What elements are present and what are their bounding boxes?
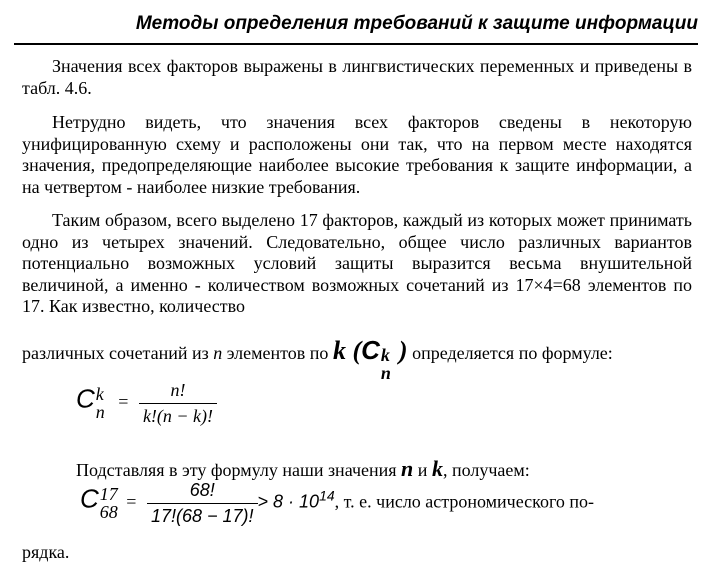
formula-equals: = bbox=[126, 491, 137, 512]
text-segment: различных сочетаний из bbox=[22, 343, 214, 363]
paragraph-1: Значения всех факторов выражены в лингвистических переменных и приведены в табл. 4.6. bbox=[22, 56, 692, 98]
formula-fraction bbox=[139, 380, 217, 427]
formula-subscript: n bbox=[95, 401, 105, 422]
final-line: рядка. bbox=[22, 542, 70, 562]
header-rule bbox=[14, 43, 698, 45]
text-segment: и bbox=[413, 460, 432, 480]
fraction-numerator: n! bbox=[139, 380, 217, 404]
symbol-c: C bbox=[361, 335, 380, 365]
variable-k: k bbox=[332, 336, 346, 365]
text-segment: определяется по формуле: bbox=[407, 343, 613, 363]
paragraph-3: Таким образом, всего выделено 17 факторов, каждый из которых может принимать одно из четырех значений. Следовательно, общее число различных вариантов потенциально возможных условий защиты выразится весьма внушительной величиной, а именно - количеством возможных сочетаний из 17×4=68 элементов по 17. Как известно, количество bbox=[22, 210, 692, 316]
formula-symbol-c: C bbox=[80, 483, 99, 514]
formula-symbol-c: C bbox=[76, 383, 95, 414]
substitution-line bbox=[76, 456, 530, 482]
c-superscript: k bbox=[380, 344, 390, 365]
formula-indices bbox=[100, 484, 122, 524]
page-header: Методы определения требований к защите информации bbox=[135, 13, 698, 34]
text-segment: элементов по bbox=[222, 343, 333, 363]
formula-exponent: 14 bbox=[319, 487, 335, 504]
formula-indices bbox=[96, 384, 114, 424]
paragraph-2: Нетрудно видеть, что значения всех факторов сведены в некоторую унифицированную схему и расположены они так, что на первом месте находятся значения, предопределяющие наиболее высокие требования к защите информации, а на четвертом - наиболее низкие требования. bbox=[22, 112, 692, 197]
combination-sentence bbox=[22, 330, 692, 383]
paren-close: ) bbox=[398, 336, 408, 365]
text-segment: Подставляя в эту формулу наши значения bbox=[76, 460, 402, 480]
fraction-denominator: 17!(68 − 17)! bbox=[150, 506, 254, 526]
c-subscript: n bbox=[380, 362, 391, 383]
formula-subscript: 68 bbox=[99, 501, 118, 522]
text-segment: , т. е. число астрономического по- bbox=[334, 491, 595, 512]
paren-open: ( bbox=[345, 336, 362, 365]
formula-superscript: k bbox=[95, 383, 104, 404]
variable-n: n bbox=[401, 456, 414, 481]
formula-inequality: > 8 · 10 bbox=[257, 491, 320, 512]
formula-fraction bbox=[147, 480, 258, 527]
c-indices bbox=[380, 335, 399, 383]
formula-equals: = bbox=[118, 391, 129, 412]
variable-n: n bbox=[213, 343, 223, 363]
formula-superscript: 17 bbox=[99, 483, 118, 504]
variable-k: k bbox=[431, 456, 443, 481]
formula-combinations bbox=[76, 380, 217, 427]
fraction-denominator: k!(n − k)! bbox=[142, 406, 214, 426]
fraction-numerator: 68! bbox=[147, 480, 258, 504]
formula-result bbox=[80, 480, 696, 527]
text-segment: , получаем: bbox=[442, 460, 530, 480]
